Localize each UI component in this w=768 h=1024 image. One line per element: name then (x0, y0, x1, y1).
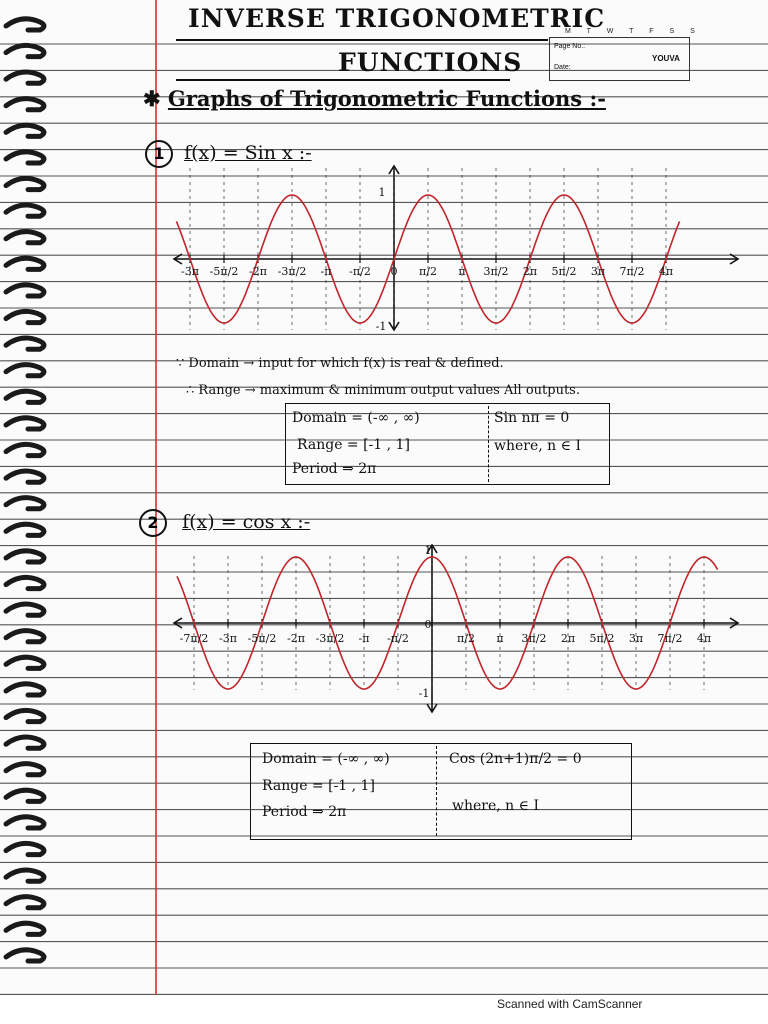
x-tick-label: -5π/2 (247, 632, 277, 645)
x-tick-label: -2π (287, 632, 305, 645)
x-tick-label: 5π/2 (551, 265, 577, 278)
x-tick-label: π/2 (419, 265, 437, 278)
domain-note: ∵ Domain → input for which f(x) is real & defined. (176, 356, 504, 371)
title-line-1: INVERSE TRIGONOMETRIC (188, 4, 606, 33)
cos-origin-label: 0 (424, 618, 432, 631)
scanner-watermark: Scanned with CamScanner (497, 997, 643, 1011)
section-number-2: 2 (139, 509, 167, 537)
cos-y-max-label: 1 (424, 544, 432, 557)
title-line-2: FUNCTIONS (338, 48, 523, 77)
cos-table-divider (436, 746, 437, 836)
x-tick-label: -3π/2 (315, 632, 345, 645)
x-tick-label: 4π (658, 265, 674, 278)
section-heading: Graphs of Trigonometric Functions :- (167, 86, 606, 111)
asterisk-icon: ✱ (143, 86, 168, 111)
x-tick-label: -3π/2 (277, 265, 307, 278)
sin-period: Period ⇒ 2π (292, 461, 377, 477)
cos-zero: Cos (2n+1)π/2 = 0 (449, 751, 582, 767)
x-tick-label: 7π/2 (657, 632, 683, 645)
date-label: Date: (554, 64, 571, 71)
x-tick-label: π (458, 265, 466, 278)
x-tick-label: 5π/2 (589, 632, 615, 645)
sin-y-min-label: -1 (375, 320, 387, 333)
cos-where: where, n ∈ I (452, 798, 539, 814)
x-tick-label: 3π/2 (521, 632, 547, 645)
x-tick-label: 2π (560, 632, 576, 645)
x-tick-label: -2π (249, 265, 267, 278)
x-tick-label: π (496, 632, 504, 645)
x-tick-label: -3π (219, 632, 237, 645)
x-tick-label: 3π/2 (483, 265, 509, 278)
cos-range: Range = [-1 , 1] (262, 778, 375, 794)
brand-logo: YOUVA (652, 54, 680, 63)
cos-period: Period ⇒ 2π (262, 804, 347, 820)
x-tick-label: -π/2 (387, 632, 409, 645)
weekday-strip: M T W T F S S (565, 28, 702, 35)
x-tick-label: -5π/2 (209, 265, 239, 278)
section-number-1: 1 (145, 140, 173, 168)
x-tick-label: 3π (590, 265, 606, 278)
page-no-label: Page No.: (554, 43, 586, 50)
x-tick-label: -π (320, 265, 332, 278)
x-tick-label: 7π/2 (619, 265, 645, 278)
x-tick-label: -π (358, 632, 370, 645)
sin-where: where, n ∈ I (494, 438, 581, 454)
x-tick-label: 2π (522, 265, 538, 278)
x-tick-label: -3π (181, 265, 199, 278)
range-note: ∴ Range → maximum & minimum output values All outputs. (186, 383, 580, 398)
x-tick-label: -7π/2 (179, 632, 209, 645)
cos-y-min-label: -1 (418, 687, 430, 700)
x-tick-label: 4π (696, 632, 712, 645)
sin-domain: Domain = (-∞ , ∞) (292, 410, 420, 426)
x-tick-label: 0 (390, 265, 398, 278)
sin-range: Range = [-1 , 1] (297, 437, 410, 453)
sin-zero: Sin nπ = 0 (494, 410, 570, 426)
cos-function-label: f(x) = cos x :- (182, 511, 311, 533)
cos-domain: Domain = (-∞ , ∞) (262, 751, 390, 767)
x-tick-label: -π/2 (349, 265, 371, 278)
x-tick-label: π/2 (457, 632, 475, 645)
x-tick-label: 3π (628, 632, 644, 645)
sin-function-label: f(x) = Sin x :- (184, 142, 312, 164)
sin-y-max-label: 1 (378, 186, 386, 199)
